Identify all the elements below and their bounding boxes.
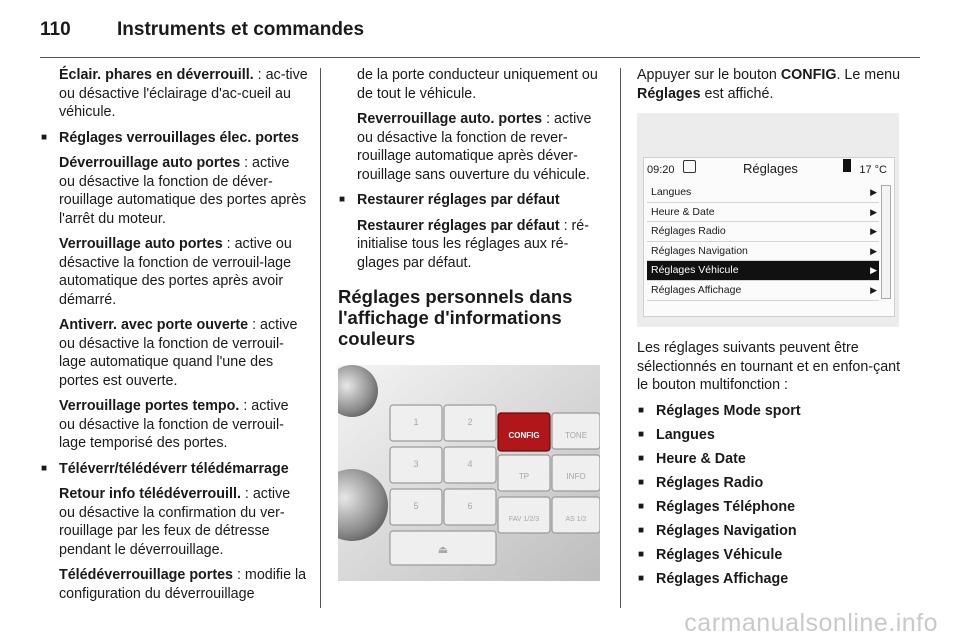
paragraph: Télédéverrouillage portes : modifie la configuration du déverrouillage: [59, 567, 307, 602]
paragraph: Verrouillage portes tempo. : active ou désactive la fonction de verrouil-lage temporisé des portes.: [59, 398, 289, 451]
screen-menu-row: [647, 242, 879, 262]
paragraph: Restaurer réglages par défaut : ré-initialise tous les réglages aux ré-glages par défaut.: [357, 217, 590, 271]
phone-icon: [683, 160, 696, 173]
bullet-item: ■ Réglages verrouillages élec. portes: [40, 129, 308, 148]
paragraph: Les réglages suivants peuvent être sélectionnés en tournant et en enfon-çant le bouton multifonction :: [637, 340, 901, 393]
column-3: [637, 66, 909, 594]
svg-text:6: 6: [467, 501, 473, 511]
thermometer-icon: [843, 159, 851, 172]
bullet-item: ■ Réglages Véhicule: [637, 546, 909, 565]
chevron-right-icon: ▶: [870, 265, 877, 276]
chevron-right-icon: ▶: [870, 206, 877, 217]
screen-time: 09:20: [647, 164, 675, 176]
column-1: [40, 66, 308, 610]
screen-menu-row: [647, 183, 879, 203]
svg-text:1: 1: [413, 417, 419, 427]
svg-text:INFO: INFO: [566, 472, 586, 481]
bullet-item: ■ Réglages Affichage: [637, 570, 909, 589]
svg-text:CONFIG: CONFIG: [508, 431, 540, 440]
bullet-item: ■ Heure & Date: [637, 450, 909, 469]
svg-text:3: 3: [413, 459, 419, 469]
screen-menu-list: [647, 183, 879, 301]
bullet-item: ■ Restaurer réglages par défaut: [338, 191, 606, 210]
settings-list: [637, 402, 909, 589]
screen-menu-row-label: Heure & Date: [651, 205, 715, 218]
screen-menu-row-label: Réglages Véhicule: [651, 264, 739, 277]
svg-text:TONE: TONE: [564, 431, 588, 440]
chevron-right-icon: ▶: [870, 187, 877, 197]
screen-temperature: 17 °C: [859, 164, 887, 176]
paragraph: Verrouillage auto portes : active ou désactive la fonction de verrouil-lage automatique des portes après avoir démarré.: [59, 236, 292, 308]
screen-menu-row: [647, 281, 879, 301]
svg-text:FAV 1/2/3: FAV 1/2/3: [508, 516, 540, 523]
screen-menu-row: [647, 261, 879, 281]
paragraph: Reverrouillage auto. portes : active ou désactive la fonction de rever-rouillage automatique après déver-rouillage sans ouverture du véhicule.: [357, 111, 592, 183]
bullet-item: ■ Réglages Radio: [637, 474, 909, 493]
column-2: [338, 66, 606, 581]
paragraph: Retour info télédéverrouill. : active ou désactive la confirmation du ver-rouillage par les feux de détresse pendant le déverrouillage.: [59, 486, 291, 558]
screen-menu-row: [647, 203, 879, 223]
paragraph: de la porte conducteur uniquement ou de tout le véhicule.: [357, 67, 598, 102]
console-photo: [338, 365, 600, 581]
settings-screen-figure: [637, 113, 899, 327]
svg-text:⏏: ⏏: [437, 544, 449, 556]
chevron-right-icon: ▶: [870, 226, 877, 237]
screen-scrollbar: [881, 185, 891, 299]
paragraph: Déverrouillage auto portes : active ou désactive la fonction de déver-rouillage automatique des portes après l'arrêt du moteur.: [59, 155, 307, 227]
screen-menu-row-label: Réglages Radio: [651, 225, 726, 238]
watermark: carmanualsonline.info: [684, 609, 938, 637]
bullet-item: ■ Réglages Mode sport: [637, 402, 909, 421]
svg-text:TP: TP: [518, 472, 530, 481]
svg-text:2: 2: [467, 417, 473, 427]
page-number: 110: [40, 19, 71, 40]
screen-menu-row-label: Réglages Affichage: [651, 283, 742, 296]
header-rule: [40, 57, 920, 58]
bullet-item: ■ Réglages Navigation: [637, 522, 909, 541]
console-illustration: [338, 365, 600, 581]
chevron-right-icon: ▶: [870, 284, 877, 295]
svg-text:AS 1/2: AS 1/2: [565, 516, 587, 523]
chevron-right-icon: ▶: [870, 245, 877, 256]
svg-text:4: 4: [467, 459, 473, 469]
screen-header: [643, 157, 893, 177]
screen-title: Réglages: [743, 161, 798, 176]
svg-text:5: 5: [413, 501, 419, 511]
section-heading: Réglages personnels dans l'affichage d'informations couleurs: [338, 286, 573, 349]
column-rule-1: [320, 68, 321, 608]
screen-menu-row-label: Langues: [651, 186, 692, 198]
page-title: Instruments et commandes: [117, 19, 365, 40]
paragraph: Éclair. phares en déverrouill. : ac-tive ou désactive l'éclairage d'ac-cueil au véhicule.: [59, 67, 308, 120]
bullet-item: ■ Réglages Téléphone: [637, 498, 909, 517]
bullet-item: ■ Téléverr/télédéverr télédémarrage: [40, 460, 308, 479]
bullet-item: ■ Langues: [637, 426, 909, 445]
paragraph: Antiverr. avec porte ouverte : active ou désactive la fonction de verrouil-lage automatique quand l'une des portes est ouverte.: [59, 317, 298, 389]
column-rule-2: [620, 68, 621, 608]
screen-menu-row: [647, 222, 879, 242]
screen-menu-row-label: Réglages Navigation: [651, 244, 748, 257]
paragraph: Appuyer sur le bouton CONFIG. Le menu Réglages est affiché.: [637, 67, 901, 102]
